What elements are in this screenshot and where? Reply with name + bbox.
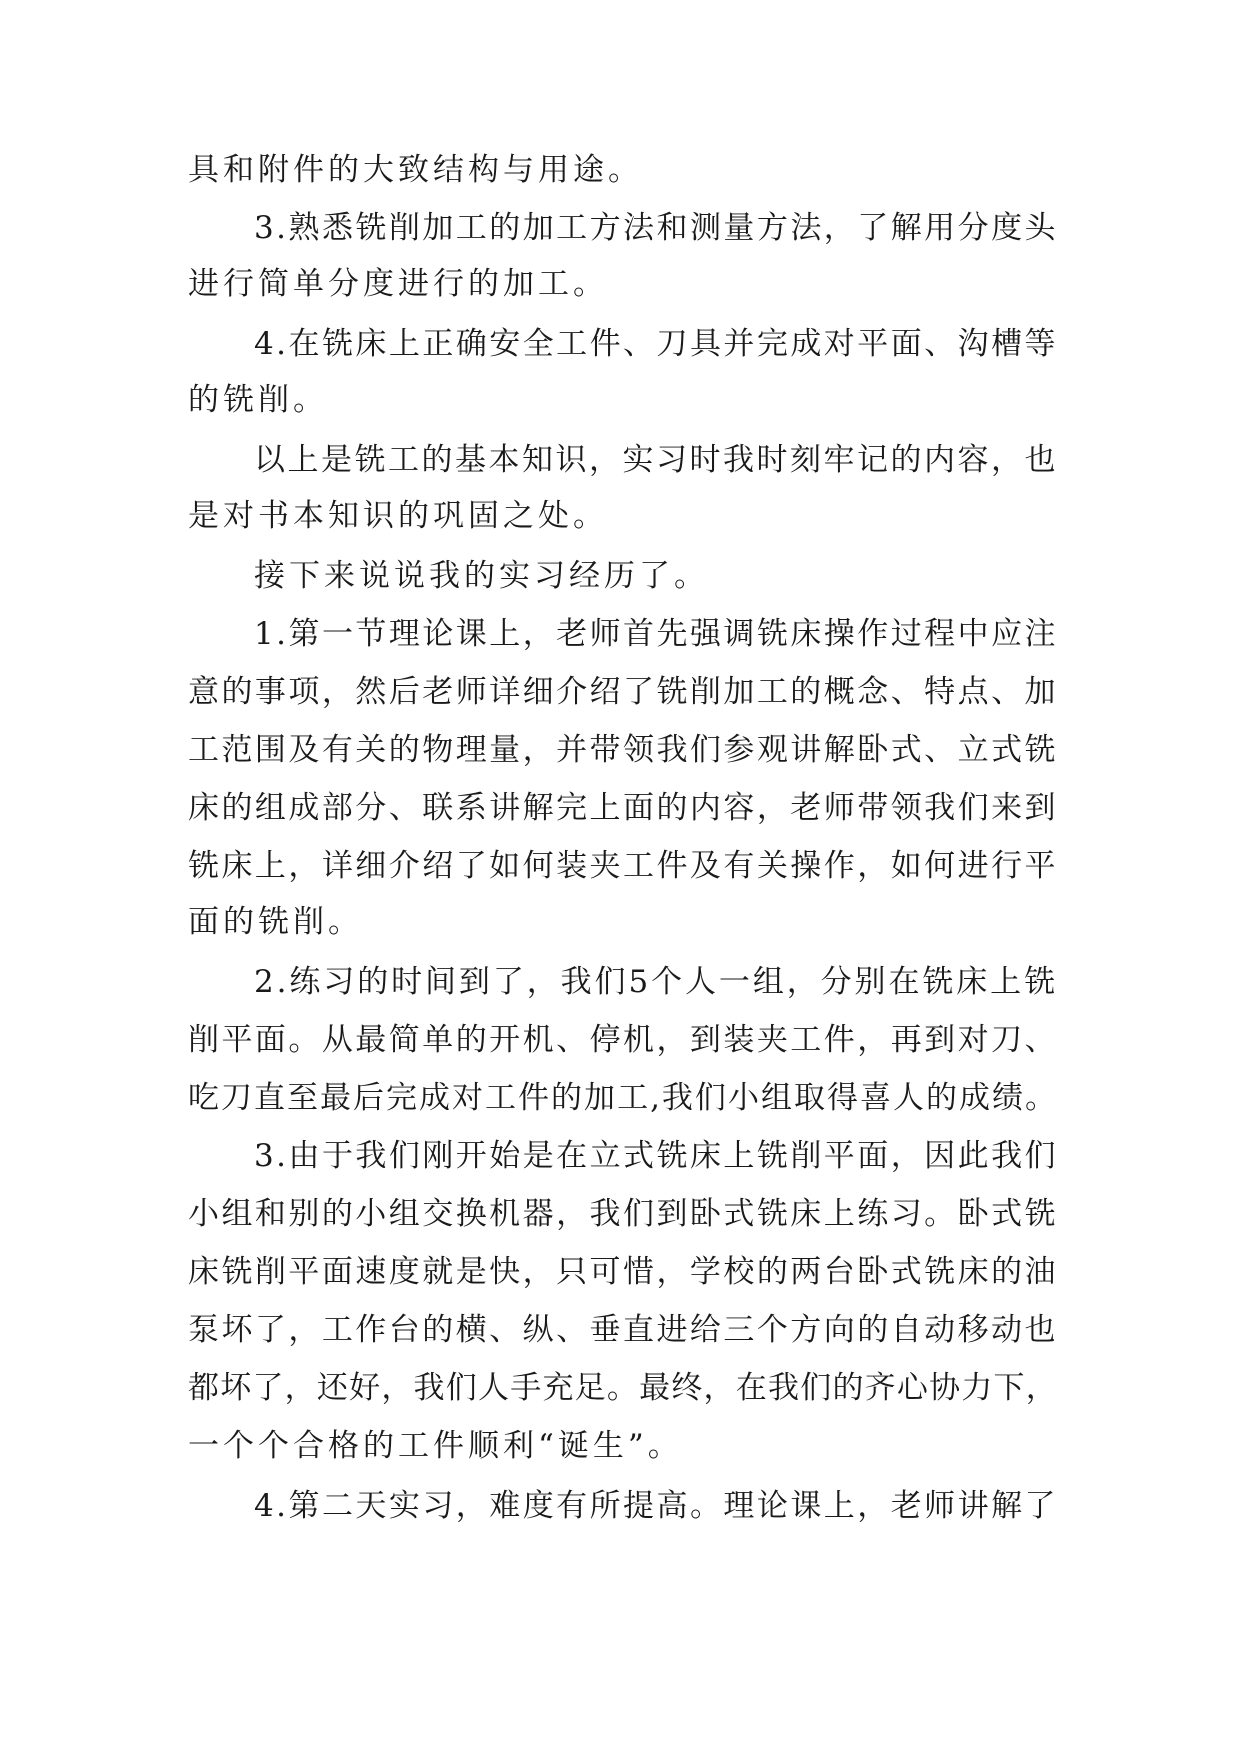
text-line: 进行简单分度进行的加工。 bbox=[188, 266, 608, 302]
text-line: 3.由于我们刚开始是在立式铣床上铣削平面，因此我们 bbox=[254, 1138, 1058, 1174]
text-line: 接下来说说我的实习经历了。 bbox=[254, 558, 709, 594]
text-line: 泵坏了，工作台的横、纵、垂直进给三个方向的自动移动也 bbox=[188, 1312, 1058, 1348]
text-line: 一个个合格的工件顺利“诞生”。 bbox=[188, 1428, 683, 1464]
text-line: 以上是铣工的基本知识，实习时我时刻牢记的内容，也 bbox=[254, 442, 1058, 478]
text-line: 是对书本知识的巩固之处。 bbox=[188, 498, 608, 534]
text-line: 3.熟悉铣削加工的加工方法和测量方法，了解用分度头 bbox=[254, 210, 1058, 246]
text-line: 面的铣削。 bbox=[188, 904, 363, 940]
text-line: 削平面。从最简单的开机、停机，到装夹工件，再到对刀、 bbox=[188, 1022, 1058, 1058]
text-line: 2.练习的时间到了，我们5个人一组，分别在铣床上铣 bbox=[254, 964, 1058, 1000]
text-line: 意的事项，然后老师详细介绍了铣削加工的概念、特点、加 bbox=[188, 674, 1058, 710]
text-line: 4.在铣床上正确安全工件、刀具并完成对平面、沟槽等 bbox=[254, 326, 1058, 362]
text-line: 床铣削平面速度就是快，只可惜，学校的两台卧式铣床的油 bbox=[188, 1254, 1058, 1290]
text-line: 具和附件的大致结构与用途。 bbox=[188, 152, 643, 188]
text-line: 4.第二天实习，难度有所提高。理论课上，老师讲解了 bbox=[254, 1488, 1058, 1524]
text-line: 工范围及有关的物理量，并带领我们参观讲解卧式、立式铣 bbox=[188, 732, 1058, 768]
text-line: 铣床上，详细介绍了如何装夹工件及有关操作，如何进行平 bbox=[188, 848, 1058, 884]
text-line: 都坏了，还好，我们人手充足。最终，在我们的齐心协力下， bbox=[188, 1370, 1058, 1406]
text-line: 1.第一节理论课上，老师首先强调铣床操作过程中应注 bbox=[254, 616, 1058, 652]
text-line: 的铣削。 bbox=[188, 382, 328, 418]
text-line: 小组和别的小组交换机器，我们到卧式铣床上练习。卧式铣 bbox=[188, 1196, 1058, 1232]
text-line: 吃刀直至最后完成对工件的加工,我们小组取得喜人的成绩。 bbox=[188, 1080, 1058, 1116]
text-line: 床的组成部分、联系讲解完上面的内容，老师带领我们来到 bbox=[188, 790, 1058, 826]
